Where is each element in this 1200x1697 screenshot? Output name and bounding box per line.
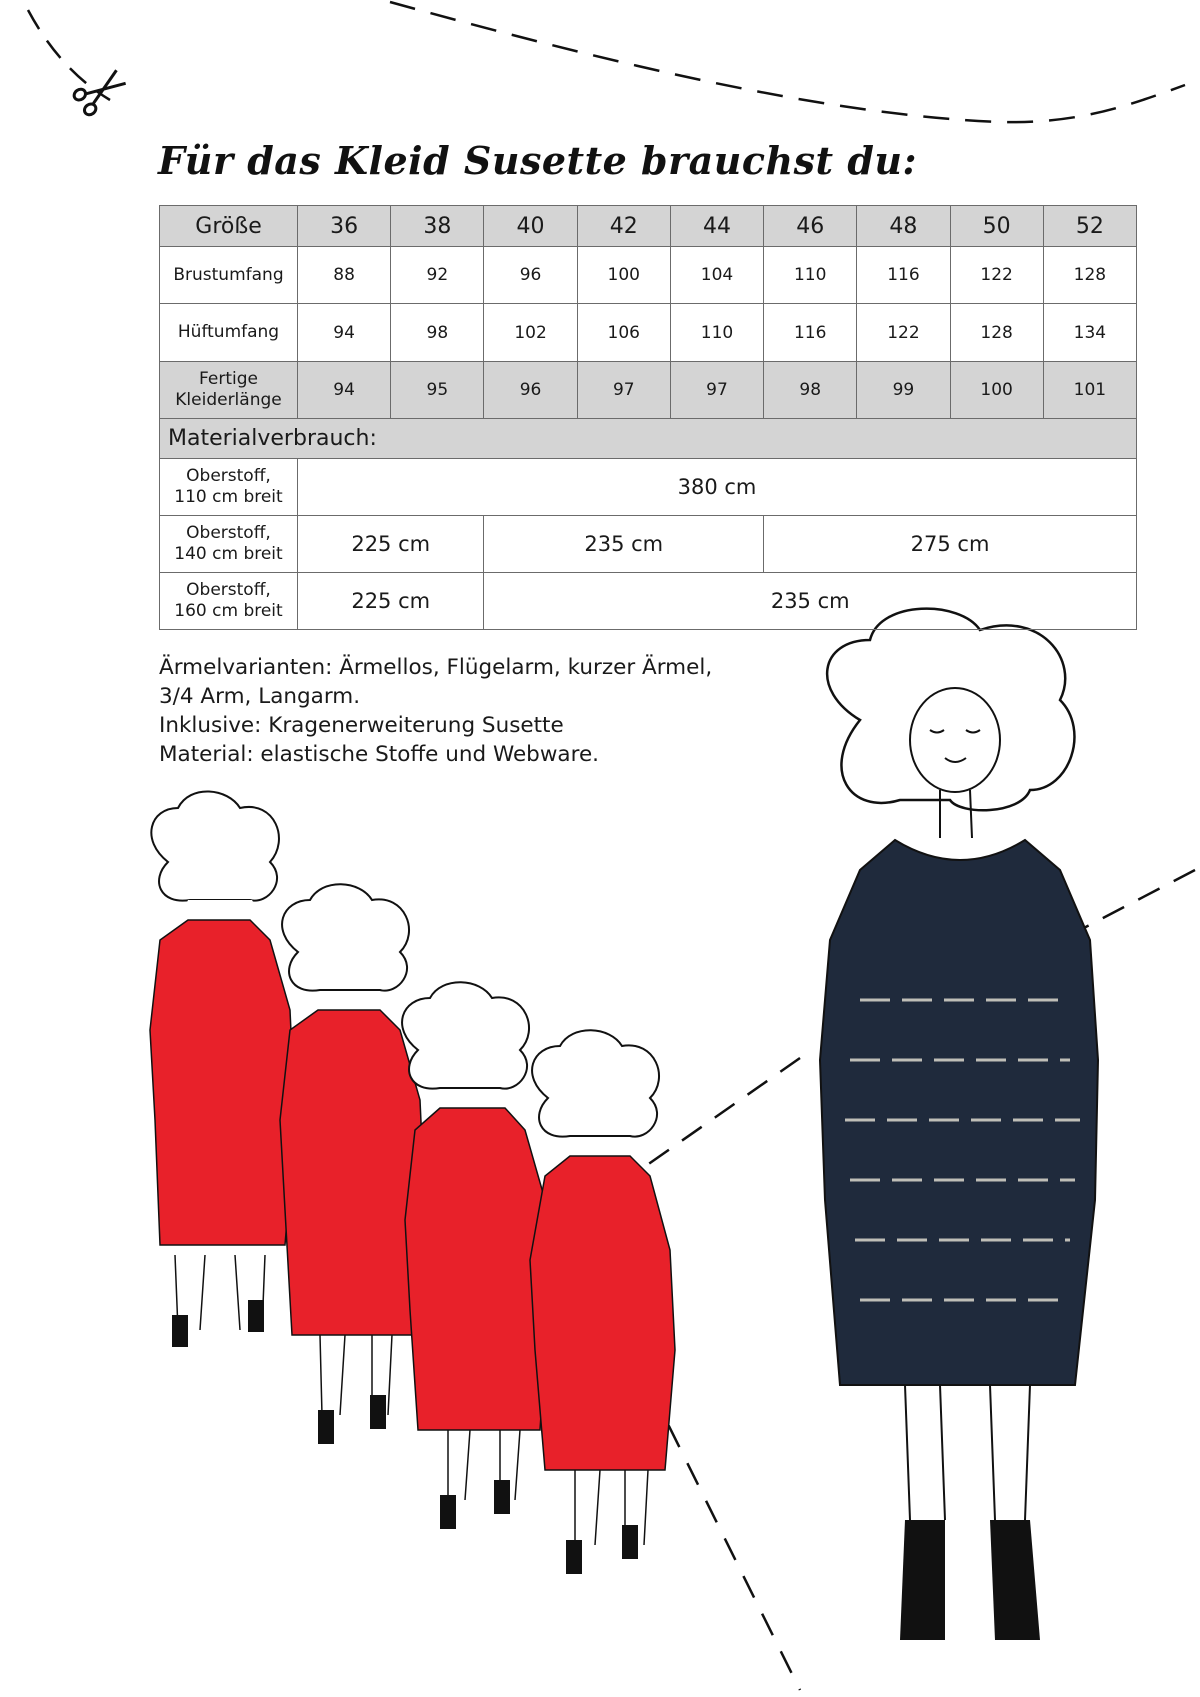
table-cell: 95 — [391, 362, 484, 419]
row-label — [160, 362, 298, 419]
table-row — [160, 362, 1137, 419]
row-label-line: 110 cm breit — [174, 487, 283, 507]
table-cell: 92 — [391, 247, 484, 304]
table-cell: 97 — [670, 362, 763, 419]
table-cell: 128 — [1043, 247, 1136, 304]
material-heading-row — [160, 419, 1137, 459]
table-cell: 110 — [670, 304, 763, 362]
figure-red-2 — [280, 884, 425, 1444]
size-header-cell: 40 — [484, 206, 577, 247]
size-header-cell: 36 — [298, 206, 391, 247]
note-line: Ärmelvarianten: Ärmellos, Flügelarm, kurzer Ärmel, — [159, 655, 713, 680]
figure-navy — [820, 609, 1098, 1640]
table-cell: 100 — [950, 362, 1043, 419]
table-cell: 122 — [950, 247, 1043, 304]
table-cell: 97 — [577, 362, 670, 419]
row-label-line: Fertige — [199, 369, 258, 389]
table-cell: 106 — [577, 304, 670, 362]
table-cell: 116 — [764, 304, 857, 362]
table-cell: 128 — [950, 304, 1043, 362]
row-label-line: Kleiderlänge — [175, 390, 282, 410]
cut-line-bottom — [650, 1388, 800, 1690]
table-row — [160, 247, 1137, 304]
material-cell: 235 cm — [484, 516, 764, 573]
page-title: Für das Kleid Susette brauchst du: — [158, 138, 918, 183]
cut-line-curve — [390, 2, 1185, 122]
row-label-line: Oberstoff, — [186, 466, 271, 486]
row-label: Hüftumfang — [160, 304, 298, 362]
cut-line-top — [28, 10, 110, 100]
material-cell: 225 cm — [298, 573, 484, 630]
size-table — [159, 205, 1137, 630]
material-cell: 235 cm — [484, 573, 1137, 630]
material-cell: 225 cm — [298, 516, 484, 573]
material-cell: 275 cm — [764, 516, 1137, 573]
table-cell: 104 — [670, 247, 763, 304]
size-header-cell: 38 — [391, 206, 484, 247]
size-header-cell: 52 — [1043, 206, 1136, 247]
size-header-cell: 44 — [670, 206, 763, 247]
size-header-cell: 42 — [577, 206, 670, 247]
table-cell: 99 — [857, 362, 950, 419]
size-header-cell: 48 — [857, 206, 950, 247]
table-cell: 88 — [298, 247, 391, 304]
table-cell: 98 — [764, 362, 857, 419]
table-cell: 102 — [484, 304, 577, 362]
scissors-icon — [72, 65, 129, 117]
material-heading: Materialverbrauch: — [160, 419, 1137, 459]
size-header-label: Größe — [160, 206, 298, 247]
material-cell: 380 cm — [298, 459, 1137, 516]
row-label — [160, 516, 298, 573]
table-row — [160, 304, 1137, 362]
figure-red-4 — [530, 1030, 675, 1574]
note-line: 3/4 Arm, Langarm. — [159, 684, 361, 709]
note-line: Material: elastische Stoffe und Webware. — [159, 742, 600, 767]
row-label-line: Oberstoff, — [186, 580, 271, 600]
row-label-line: Oberstoff, — [186, 523, 271, 543]
table-cell: 134 — [1043, 304, 1136, 362]
note-line: Inklusive: Kragenerweiterung Susette — [159, 713, 564, 738]
row-label-line: 140 cm breit — [174, 544, 283, 564]
row-label — [160, 459, 298, 516]
row-label-line: 160 cm breit — [174, 601, 283, 621]
size-header-cell: 50 — [950, 206, 1043, 247]
size-header-row — [160, 206, 1137, 247]
material-row — [160, 516, 1137, 573]
row-label: Brustumfang — [160, 247, 298, 304]
figure-red-1 — [140, 791, 295, 1347]
material-row — [160, 573, 1137, 630]
pattern-notes — [159, 653, 779, 769]
table-cell: 96 — [484, 362, 577, 419]
table-cell: 98 — [391, 304, 484, 362]
table-cell: 96 — [484, 247, 577, 304]
table-cell: 110 — [764, 247, 857, 304]
table-cell: 94 — [298, 362, 391, 419]
material-row — [160, 459, 1137, 516]
table-cell: 101 — [1043, 362, 1136, 419]
figure-red-3 — [402, 982, 548, 1529]
size-header-cell: 46 — [764, 206, 857, 247]
table-cell: 94 — [298, 304, 391, 362]
table-cell: 122 — [857, 304, 950, 362]
table-cell: 100 — [577, 247, 670, 304]
table-cell: 116 — [857, 247, 950, 304]
row-label — [160, 573, 298, 630]
